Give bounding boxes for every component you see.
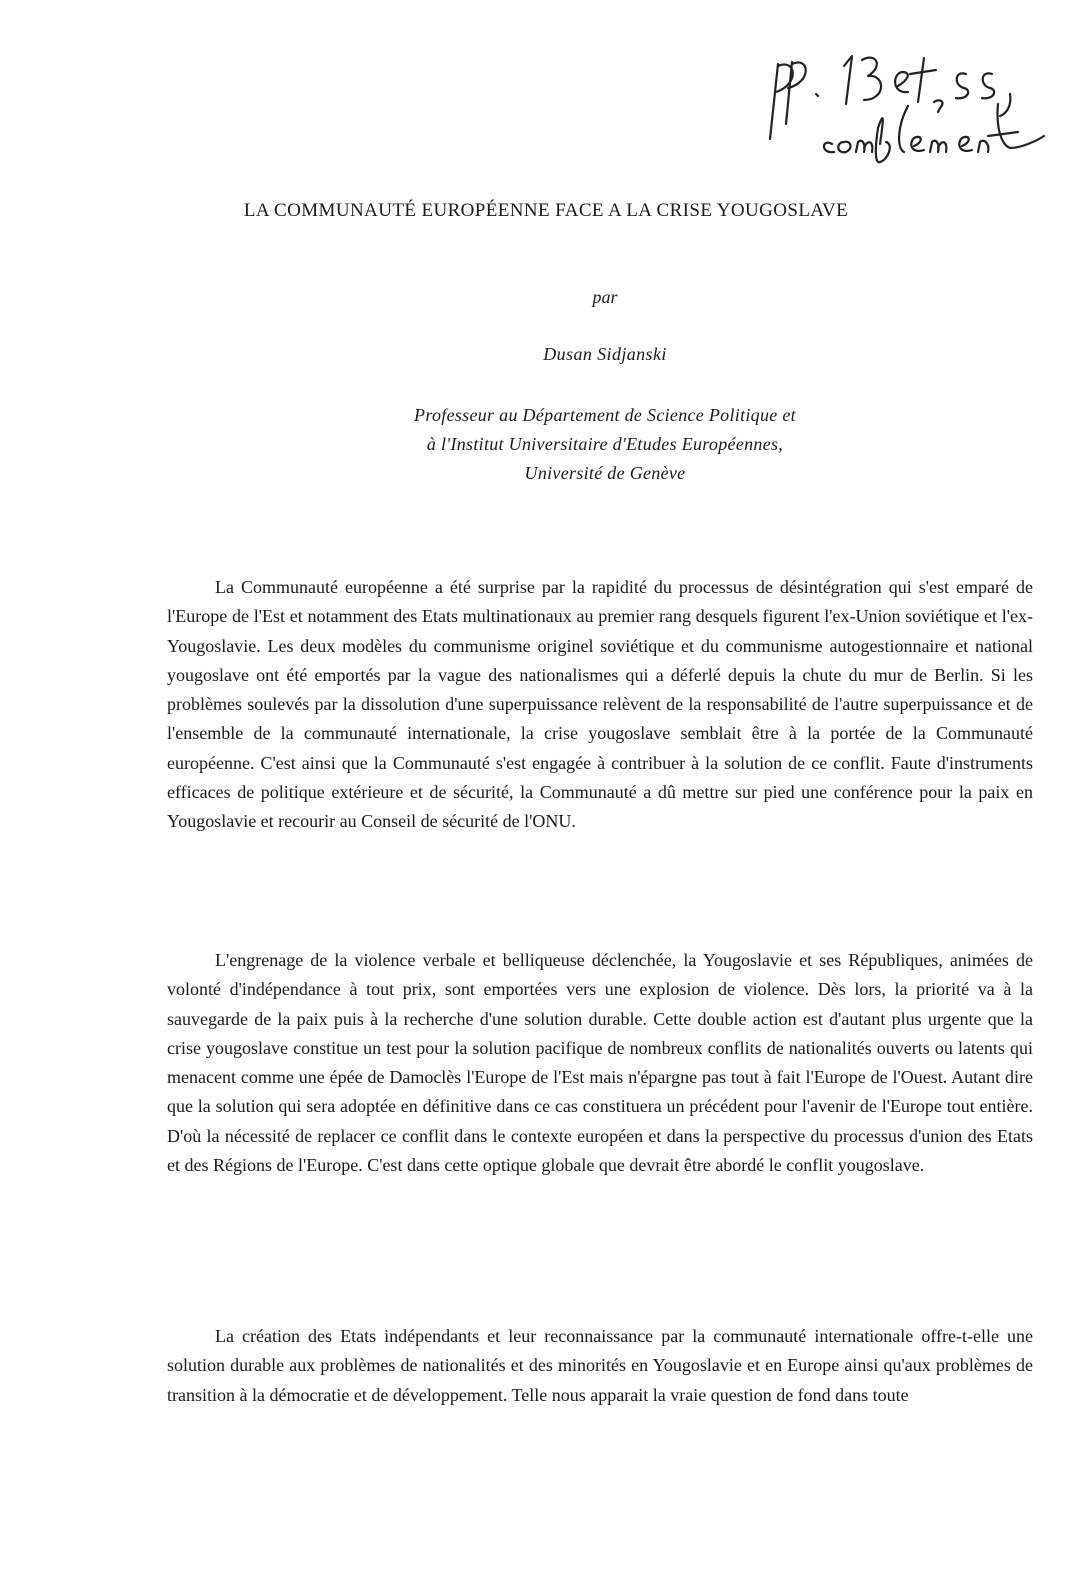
body-paragraph: La Communauté européenne a été surprise par la rapidité du processus de désintégration qui s'est emparé de l'Europe de l'Est et notamment des Etats multinationaux au premier rang desquels figurent l'ex-Union soviétique et l'ex-Yougoslavie. Les deux modèles du communisme originel soviétique et du communisme autogestionnaire et national yougoslave ont été emportés par la vague des nationalismes qui a déferlé depuis la chute du mur de Berlin. Si les problèmes soulevés par la dissolution d'une superpuissance relèvent de la responsabilité de l'autre superpuissance et de l'ensemble de la communauté internationale, la crise yougoslave semblait être à la portée de la Communauté européenne. C'est ainsi que la Communauté s'est engagée à contribuer à la solution de ce conflit. Faute d'instruments efficaces de politique extérieure et de sécurité, la Communauté a dû mettre sur pied une conférence pour la paix en Yougoslavie et recourir au Conseil de sécurité de l'ONU.	[167, 577, 1033, 832]
affiliation-line: Professeur au Département de Science Politique et	[414, 405, 796, 425]
byline: par	[592, 287, 618, 307]
handwritten-annotation	[748, 44, 1048, 164]
author-name: Dusan Sidjanski	[543, 344, 667, 364]
affiliation-line: Université de Genève	[524, 463, 686, 483]
body-paragraph: L'engrenage de la violence verbale et belliqueuse déclenchée, la Yougoslavie et ses Républiques, animées de volonté d'indépendance à tout prix, sont emportées vers une explosion de violence. Dès lors, la priorité va à la sauvegarde de la paix puis à la recherche d'une solution durable. Cette double action est d'autant plus urgente que la crise yougoslave constitue un test pour la solution pacifique de nombreux conflits de nationalités ouverts ou latents qui menacent comme une épée de Damoclès l'Europe de l'Est mais n'épargne pas tout à fait l'Europe de l'Ouest. Autant dire que la solution qui sera adoptée en définitive dans ce cas constituera un précédent pour l'avenir de l'Europe tout entière. D'où la nécessité de replacer ce conflit dans le contexte européen et dans la perspective du processus d'union des Etats et des Régions de l'Europe. C'est dans cette optique globale que devrait être abordé le conflit yougoslave.	[167, 950, 1033, 1176]
body-paragraph: La création des Etats indépendants et leur reconnaissance par la communauté internationale offre-t-elle une solution durable aux problèmes de nationalités et des minorités en Yougoslavie et en Europe ainsi qu'aux problèmes de transition à la démocratie et de développement. Telle nous apparait la vraie question de fond dans toute	[167, 1326, 1033, 1405]
affiliation-line: à l'Institut Universitaire d'Etudes Européennes,	[426, 434, 784, 454]
document-title: LA COMMUNAUTÉ EUROPÉENNE FACE A LA CRISE YOUGOSLAVE	[243, 200, 849, 221]
author-affiliation	[0, 401, 1092, 488]
